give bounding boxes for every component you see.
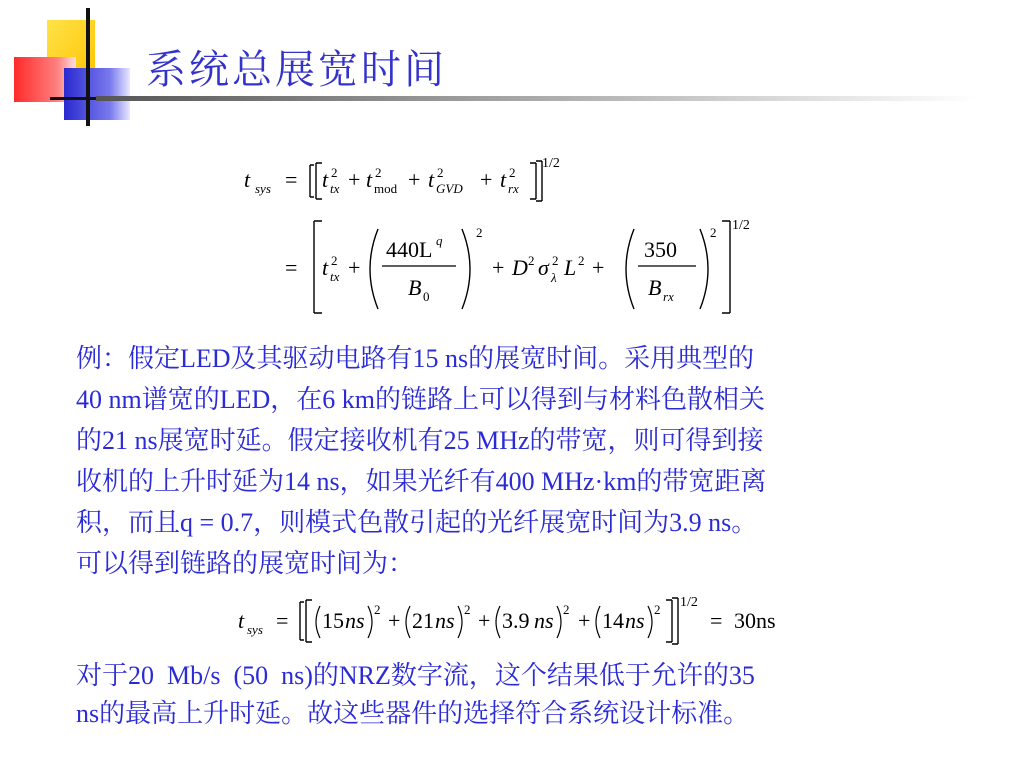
eq2-dispersion-D: D bbox=[512, 255, 528, 280]
svg-text:2: 2 bbox=[437, 165, 444, 180]
svg-text:0: 0 bbox=[423, 289, 430, 304]
svg-text:2: 2 bbox=[563, 602, 570, 617]
svg-text:21: 21 bbox=[412, 608, 434, 633]
slide-title: 系统总展宽时间 bbox=[146, 47, 447, 93]
eq2-frac2-denominator: B bbox=[648, 275, 662, 300]
svg-text:=: = bbox=[710, 608, 723, 633]
svg-text:2: 2 bbox=[552, 253, 559, 268]
svg-text:+: + bbox=[480, 167, 493, 192]
corner-decoration bbox=[0, 0, 140, 130]
svg-text:1/2: 1/2 bbox=[680, 595, 698, 610]
svg-text:ns: ns bbox=[534, 608, 554, 633]
svg-text:+: + bbox=[348, 167, 361, 192]
paragraph-line: 可以得到链路的展宽时间为： bbox=[76, 549, 415, 578]
svg-text:rx: rx bbox=[663, 289, 674, 304]
eq1-lhs: t bbox=[244, 167, 251, 192]
svg-text:2: 2 bbox=[654, 602, 661, 617]
vertical-bar bbox=[86, 8, 90, 126]
svg-text:3.9: 3.9 bbox=[502, 608, 530, 633]
paragraph-line: 积，而且q = 0.7，则模式色散引起的光纤展宽时间为3.9 ns。 bbox=[76, 508, 758, 537]
svg-text:2: 2 bbox=[331, 253, 338, 268]
result-value: 30ns bbox=[734, 608, 776, 633]
svg-text:ns: ns bbox=[435, 608, 455, 633]
svg-text:2: 2 bbox=[374, 602, 381, 617]
eq1-t3: t bbox=[428, 167, 435, 192]
svg-text:ns: ns bbox=[625, 608, 645, 633]
eq2-frac2-numerator: 350 bbox=[644, 237, 677, 262]
eq2-frac1-denominator: B bbox=[408, 275, 422, 300]
svg-text:sys: sys bbox=[247, 622, 263, 637]
svg-text:2: 2 bbox=[528, 253, 535, 268]
paragraph-line: 对于20 Mb/s (50 ns)的NRZ数字流，这个结果低于允许的35 bbox=[76, 661, 755, 690]
svg-text:2: 2 bbox=[476, 225, 483, 240]
svg-text:tx: tx bbox=[330, 181, 340, 196]
svg-text:q: q bbox=[436, 233, 443, 248]
paragraph-line: 收机的上升时延为14 ns，如果光纤有400 MHz·km的带宽距离 bbox=[76, 467, 767, 496]
svg-text:σ: σ bbox=[538, 255, 549, 280]
svg-text:=: = bbox=[285, 255, 298, 280]
example-paragraph bbox=[76, 338, 976, 584]
svg-text:2: 2 bbox=[578, 253, 585, 268]
eq2-t1: t bbox=[322, 255, 329, 280]
svg-text:tx: tx bbox=[330, 269, 340, 284]
svg-text:GVD: GVD bbox=[436, 181, 463, 196]
svg-text:rx: rx bbox=[508, 181, 519, 196]
svg-text:=: = bbox=[276, 608, 289, 633]
svg-text:2: 2 bbox=[710, 225, 717, 240]
result-equation bbox=[232, 588, 852, 654]
svg-text:15: 15 bbox=[322, 608, 344, 633]
blue-square bbox=[64, 68, 130, 120]
svg-text:2: 2 bbox=[375, 165, 382, 180]
svg-text:ns: ns bbox=[345, 608, 365, 633]
svg-text:14: 14 bbox=[602, 608, 624, 633]
eq2-frac1-numerator: 440L bbox=[386, 237, 433, 262]
eq1-t2: t bbox=[366, 167, 373, 192]
svg-text:L: L bbox=[564, 255, 577, 280]
svg-text:+: + bbox=[592, 255, 605, 280]
svg-text:mod: mod bbox=[374, 181, 398, 196]
conclusion-paragraph bbox=[76, 657, 976, 733]
eq1-lhs-sub: sys bbox=[255, 181, 271, 196]
svg-text:1/2: 1/2 bbox=[542, 156, 560, 171]
paragraph-line: 例：假定LED及其驱动电路有15 ns的展宽时间。采用典型的 bbox=[76, 344, 755, 373]
svg-text:2: 2 bbox=[331, 165, 338, 180]
svg-text:+: + bbox=[492, 255, 505, 280]
paragraph-line: ns的最高上升时延。故这些器件的选择符合系统设计标准。 bbox=[76, 699, 750, 728]
svg-text:+: + bbox=[578, 608, 591, 633]
svg-text:λ: λ bbox=[551, 270, 557, 285]
svg-text:=: = bbox=[285, 167, 298, 192]
svg-text:+: + bbox=[408, 167, 421, 192]
title-underline bbox=[96, 96, 976, 101]
svg-text:2: 2 bbox=[509, 165, 516, 180]
paragraph-line: 40 nm谱宽的LED，在6 km的链路上可以得到与材料色散相关 bbox=[76, 385, 765, 414]
eq1-t1: t bbox=[322, 167, 329, 192]
svg-text:t: t bbox=[238, 608, 245, 633]
eq1-t4: t bbox=[500, 167, 507, 192]
paragraph-line: 的21 ns展宽时延。假定接收机有25 MHz的带宽，则可得到接 bbox=[76, 426, 764, 455]
svg-text:1/2: 1/2 bbox=[732, 218, 750, 233]
svg-text:+: + bbox=[348, 255, 361, 280]
rise-time-equation bbox=[230, 145, 790, 324]
svg-text:+: + bbox=[478, 608, 491, 633]
svg-text:2: 2 bbox=[464, 602, 471, 617]
svg-text:+: + bbox=[388, 608, 401, 633]
